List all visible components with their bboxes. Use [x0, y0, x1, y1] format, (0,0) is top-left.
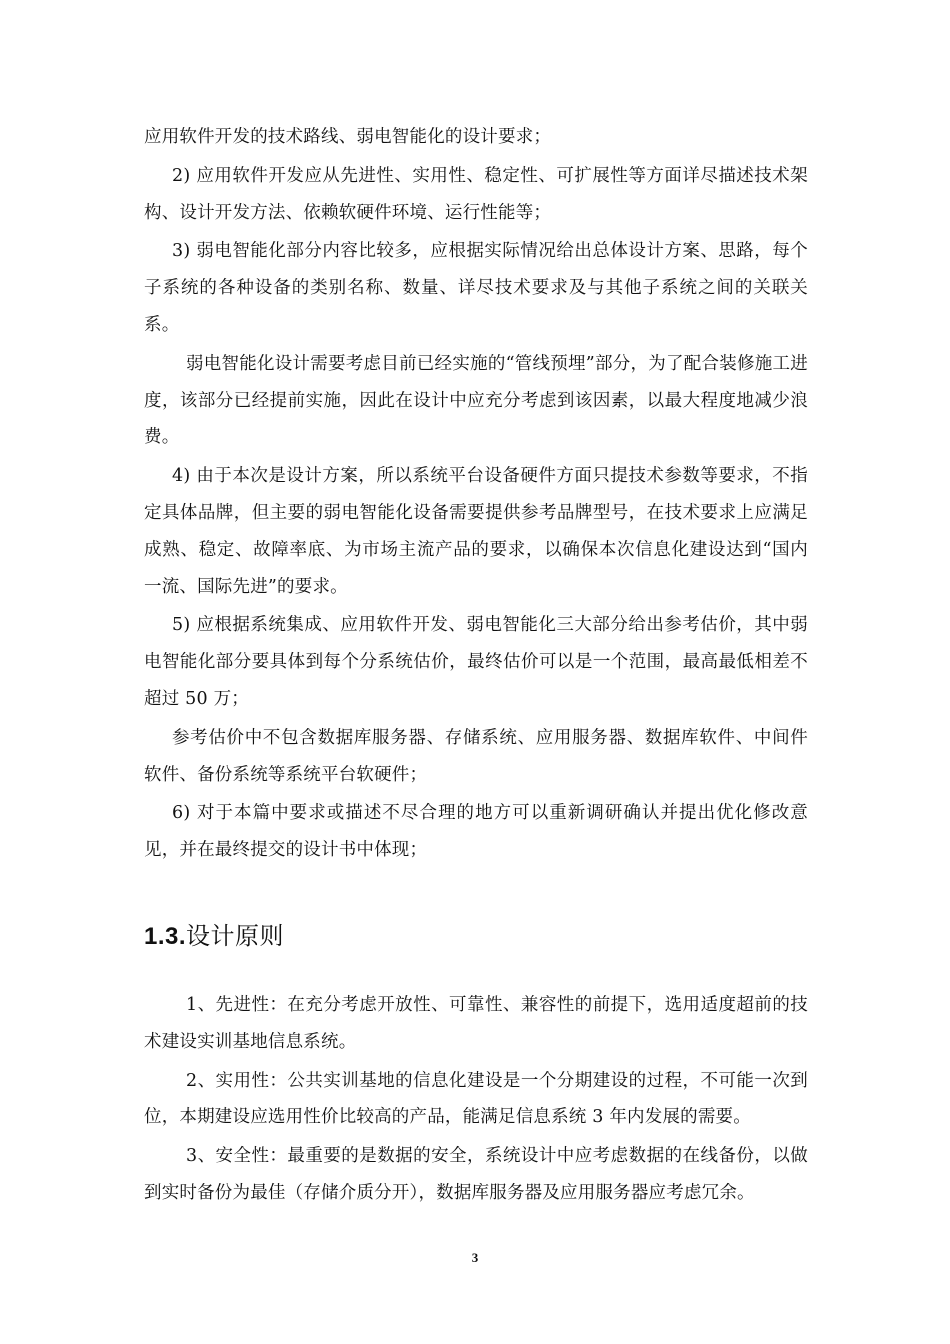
paragraph-item-2: 2) 应用软件开发应从先进性、实用性、稳定性、可扩展性等方面详尽描述技术架构、设计开发方法、依赖软硬件环境、运行性能等； [144, 165, 808, 223]
paragraph-pipeline-note: 弱电智能化设计需要考虑目前已经实施的“管线预埋”部分，为了配合装修施工进度，该部分已经提前实施，因此在设计中应充分考虑到该因素，以最大程度地减少浪费。 [144, 353, 808, 448]
paragraph-item-6: 6) 对于本篇中要求或描述不尽合理的地方可以重新调研确认并提出优化修改意见，并在最终提交的设计书中体现； [144, 803, 808, 861]
paragraph-item-5: 5) 应根据系统集成、应用软件开发、弱电智能化三大部分给出参考估价，其中弱电智能化部分要具体到每个分系统估价，最终估价可以是一个范围，最高最低相差不超过 50 万； [144, 615, 808, 709]
paragraph-item-3: 3) 弱电智能化部分内容比较多，应根据实际情况给出总体设计方案、思路，每个子系统的各种设备的类别名称、数量、详尽技术要求及与其他子系统之间的关联关系。 [144, 241, 808, 335]
section-heading [144, 921, 808, 953]
paragraph-continuation: 应用软件开发的技术路线、弱电智能化的设计要求； [144, 127, 552, 147]
section-number: 1.3. [144, 922, 187, 950]
paragraph-item-4: 4) 由于本次是设计方案，所以系统平台设备硬件方面只提技术参数等要求，不指定具体品牌，但主要的弱电智能化设备需要提供参考品牌型号，在技术要求上应满足成熟、稳定、故障率底、为市场主流产品的要求，以确保本次信息化建设达到“国内一流、国际先进”的要求。 [144, 466, 808, 597]
page-content [144, 119, 808, 1212]
paragraph-estimate-note: 参考估价中不包含数据库服务器、存储系统、应用服务器、数据库软件、中间件软件、备份系统等系统平台软硬件； [144, 727, 808, 785]
principle-practical: 2、实用性：公共实训基地的信息化建设是一个分期建设的过程，不可能一次到位，本期建设应选用性价比较高的产品，能满足信息系统 3 年内发展的需要。 [144, 1070, 808, 1128]
section-title: 设计原则 [186, 922, 285, 950]
principle-security: 3、安全性：最重要的是数据的安全，系统设计中应考虑数据的在线备份，以做到实时备份为最佳（存储介质分开），数据库服务器及应用服务器应考虑冗余。 [144, 1146, 808, 1203]
principle-advanced: 1、先进性：在充分考虑开放性、可靠性、兼容性的前提下，选用适度超前的技术建设实训基地信息系统。 [144, 994, 808, 1052]
page-number: 3 [471, 1250, 479, 1265]
